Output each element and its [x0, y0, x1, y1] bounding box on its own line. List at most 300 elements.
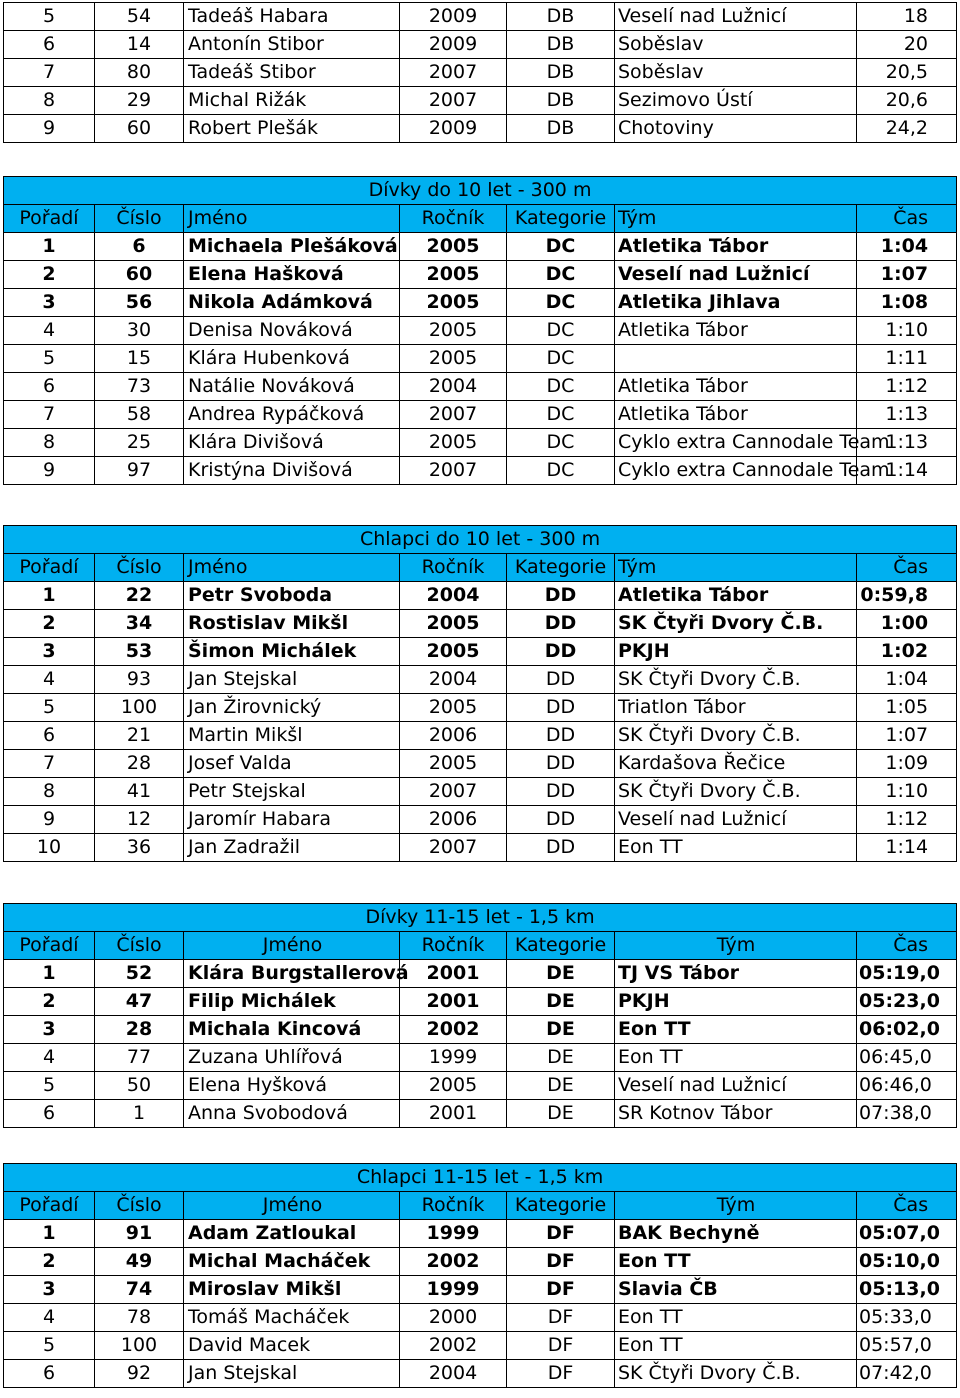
cell-rocnik: 2001 [400, 960, 507, 988]
cell-jmeno: Michala Kincová [184, 1016, 400, 1044]
cell-cas: 05:23,0 [857, 988, 957, 1016]
cell-cislo: 49 [95, 1248, 184, 1276]
table-row [4, 1304, 957, 1332]
cell-tym: Eon TT [615, 1016, 857, 1044]
cell-rocnik: 2009 [400, 3, 507, 31]
header-cas: Čas [857, 554, 957, 582]
cell-kategorie: DE [507, 960, 615, 988]
cell-cislo: 93 [95, 666, 184, 694]
cell-rocnik: 2007 [400, 778, 507, 806]
cell-cislo: 29 [95, 87, 184, 115]
cell-poradi: 8 [4, 429, 95, 457]
cell-tym: Eon TT [615, 1304, 857, 1332]
cell-tym: Kardašova Řečice [615, 750, 857, 778]
cell-cas: 1:07 [857, 722, 957, 750]
results-table-chlapci1115 [3, 1163, 957, 1388]
table-row [4, 1248, 957, 1276]
table-row [4, 1016, 957, 1044]
cell-tym: Atletika Tábor [615, 401, 857, 429]
cell-tym: Triatlon Tábor [615, 694, 857, 722]
cell-poradi: 5 [4, 1332, 95, 1360]
cell-poradi: 6 [4, 31, 95, 59]
cell-cislo: 74 [95, 1276, 184, 1304]
category-title: Dívky 11-15 let - 1,5 km [4, 904, 957, 932]
cell-kategorie: DD [507, 582, 615, 610]
cell-cislo: 60 [95, 261, 184, 289]
header-cislo: Číslo [95, 932, 184, 960]
cell-tym: Eon TT [615, 834, 857, 862]
cell-cas: 05:57,0 [857, 1332, 957, 1360]
cell-cas: 06:45,0 [857, 1044, 957, 1072]
cell-tym: SK Čtyři Dvory Č.B. [615, 778, 857, 806]
cell-kategorie: DE [507, 1100, 615, 1128]
cell-rocnik: 2004 [400, 582, 507, 610]
cell-poradi: 2 [4, 988, 95, 1016]
category-title: Chlapci 11-15 let - 1,5 km [4, 1164, 957, 1192]
cell-kategorie: DF [507, 1304, 615, 1332]
cell-cislo: 50 [95, 1072, 184, 1100]
cell-jmeno: Klára Divišová [184, 429, 400, 457]
cell-cislo: 56 [95, 289, 184, 317]
cell-kategorie: DC [507, 289, 615, 317]
cell-cislo: 97 [95, 457, 184, 485]
cell-jmeno: Jan Stejskal [184, 1360, 400, 1388]
cell-cislo: 80 [95, 59, 184, 87]
cell-tym: TJ VS Tábor [615, 960, 857, 988]
table-row [4, 289, 957, 317]
cell-poradi: 5 [4, 3, 95, 31]
table-row [4, 1360, 957, 1388]
cell-poradi: 9 [4, 457, 95, 485]
cell-kategorie: DF [507, 1276, 615, 1304]
cell-rocnik: 2002 [400, 1332, 507, 1360]
cell-kategorie: DB [507, 115, 615, 143]
cell-rocnik: 2005 [400, 694, 507, 722]
cell-cas: 20,6 [857, 87, 957, 115]
cell-poradi: 7 [4, 401, 95, 429]
cell-tym: Sezimovo Ústí [615, 87, 857, 115]
header-rocnik: Ročník [400, 932, 507, 960]
cell-tym: BAK Bechyně [615, 1220, 857, 1248]
cell-poradi: 5 [4, 694, 95, 722]
table-row [4, 373, 957, 401]
cell-tym: Atletika Tábor [615, 233, 857, 261]
cell-kategorie: DE [507, 1016, 615, 1044]
table-row [4, 457, 957, 485]
cell-cas: 1:14 [857, 457, 957, 485]
cell-rocnik: 2007 [400, 87, 507, 115]
table-row [4, 31, 957, 59]
cell-kategorie: DD [507, 666, 615, 694]
cell-kategorie: DC [507, 233, 615, 261]
cell-jmeno: Adam Zatloukal [184, 1220, 400, 1248]
cell-poradi: 8 [4, 87, 95, 115]
cell-kategorie: DD [507, 834, 615, 862]
cell-tym: Veselí nad Lužnicí [615, 1072, 857, 1100]
cell-cislo: 12 [95, 806, 184, 834]
cell-cas: 06:46,0 [857, 1072, 957, 1100]
table-row [4, 59, 957, 87]
cell-kategorie: DF [507, 1248, 615, 1276]
cell-tym: Slavia ČB [615, 1276, 857, 1304]
table-row [4, 834, 957, 862]
cell-cas: 1:10 [857, 778, 957, 806]
cell-kategorie: DC [507, 429, 615, 457]
cell-cislo: 77 [95, 1044, 184, 1072]
cell-poradi: 8 [4, 778, 95, 806]
cell-poradi: 4 [4, 1304, 95, 1332]
table-row [4, 1100, 957, 1128]
cell-jmeno: Filip Michálek [184, 988, 400, 1016]
cell-rocnik: 2004 [400, 373, 507, 401]
cell-poradi: 4 [4, 1044, 95, 1072]
cell-kategorie: DC [507, 457, 615, 485]
results-table-top [3, 2, 957, 143]
cell-tym: Chotoviny [615, 115, 857, 143]
table-row [4, 806, 957, 834]
cell-kategorie: DC [507, 401, 615, 429]
cell-rocnik: 2009 [400, 31, 507, 59]
cell-rocnik: 2005 [400, 345, 507, 373]
cell-cas: 05:19,0 [857, 960, 957, 988]
cell-rocnik: 2005 [400, 750, 507, 778]
cell-rocnik: 2006 [400, 806, 507, 834]
cell-cas: 1:12 [857, 373, 957, 401]
cell-jmeno: Jan Stejskal [184, 666, 400, 694]
cell-poradi: 6 [4, 1100, 95, 1128]
cell-rocnik: 1999 [400, 1276, 507, 1304]
cell-jmeno: David Macek [184, 1332, 400, 1360]
cell-cislo: 73 [95, 373, 184, 401]
cell-kategorie: DD [507, 750, 615, 778]
cell-kategorie: DB [507, 31, 615, 59]
table-row [4, 610, 957, 638]
cell-jmeno: Jan Zadražil [184, 834, 400, 862]
cell-cas: 1:11 [857, 345, 957, 373]
table-row [4, 401, 957, 429]
cell-jmeno: Natálie Nováková [184, 373, 400, 401]
table-row [4, 960, 957, 988]
table-title-row [4, 526, 957, 554]
cell-cislo: 15 [95, 345, 184, 373]
cell-poradi: 1 [4, 1220, 95, 1248]
cell-kategorie: DD [507, 722, 615, 750]
cell-cas: 07:42,0 [857, 1360, 957, 1388]
cell-jmeno: Michal Rižák [184, 87, 400, 115]
cell-kategorie: DC [507, 373, 615, 401]
cell-tym: PKJH [615, 988, 857, 1016]
table-row [4, 638, 957, 666]
header-rocnik: Ročník [400, 1192, 507, 1220]
table-title-row [4, 1164, 957, 1192]
cell-poradi: 5 [4, 1072, 95, 1100]
cell-kategorie: DC [507, 261, 615, 289]
cell-poradi: 3 [4, 289, 95, 317]
cell-cislo: 58 [95, 401, 184, 429]
cell-kategorie: DD [507, 610, 615, 638]
cell-tym: Atletika Tábor [615, 317, 857, 345]
table-row [4, 115, 957, 143]
cell-tym: Cyklo extra Cannodale Team [615, 429, 857, 457]
table-row [4, 722, 957, 750]
cell-poradi: 3 [4, 1016, 95, 1044]
cell-tym: Atletika Jihlava [615, 289, 857, 317]
cell-rocnik: 2005 [400, 317, 507, 345]
cell-kategorie: DC [507, 345, 615, 373]
cell-cas: 1:04 [857, 666, 957, 694]
header-kategorie: Kategorie [507, 1192, 615, 1220]
header-tym: Tým [615, 1192, 857, 1220]
cell-cas: 1:09 [857, 750, 957, 778]
cell-cislo: 100 [95, 1332, 184, 1360]
cell-cislo: 100 [95, 694, 184, 722]
cell-cas: 05:07,0 [857, 1220, 957, 1248]
cell-kategorie: DC [507, 317, 615, 345]
cell-jmeno: Andrea Rypáčková [184, 401, 400, 429]
cell-cas: 07:38,0 [857, 1100, 957, 1128]
cell-jmeno: Robert Plešák [184, 115, 400, 143]
header-jmeno: Jméno [184, 932, 400, 960]
cell-rocnik: 2006 [400, 722, 507, 750]
cell-jmeno: Klára Burgstallerová [184, 960, 400, 988]
cell-cislo: 41 [95, 778, 184, 806]
table-header-row [4, 1192, 957, 1220]
cell-kategorie: DD [507, 638, 615, 666]
header-cislo: Číslo [95, 554, 184, 582]
table-row [4, 345, 957, 373]
cell-cas: 1:02 [857, 638, 957, 666]
cell-jmeno: Michaela Plešáková [184, 233, 400, 261]
header-rocnik: Ročník [400, 205, 507, 233]
cell-rocnik: 2005 [400, 289, 507, 317]
cell-rocnik: 2005 [400, 429, 507, 457]
cell-poradi: 2 [4, 261, 95, 289]
cell-cas: 1:05 [857, 694, 957, 722]
results-table-divky10 [3, 176, 957, 485]
cell-cas: 18 [857, 3, 957, 31]
cell-rocnik: 2002 [400, 1016, 507, 1044]
table-row [4, 429, 957, 457]
cell-tym: Atletika Tábor [615, 582, 857, 610]
header-poradi: Pořadí [4, 554, 95, 582]
cell-jmeno: Klára Hubenková [184, 345, 400, 373]
header-kategorie: Kategorie [507, 554, 615, 582]
cell-tym: Soběslav [615, 59, 857, 87]
cell-cislo: 21 [95, 722, 184, 750]
cell-cislo: 22 [95, 582, 184, 610]
header-poradi: Pořadí [4, 1192, 95, 1220]
header-poradi: Pořadí [4, 932, 95, 960]
header-cas: Čas [857, 205, 957, 233]
cell-kategorie: DE [507, 1072, 615, 1100]
cell-jmeno: Šimon Michálek [184, 638, 400, 666]
cell-cislo: 91 [95, 1220, 184, 1248]
cell-cislo: 28 [95, 750, 184, 778]
cell-tym: Eon TT [615, 1332, 857, 1360]
table-row [4, 261, 957, 289]
cell-jmeno: Tadeáš Stibor [184, 59, 400, 87]
cell-cislo: 1 [95, 1100, 184, 1128]
table-row [4, 582, 957, 610]
cell-cislo: 28 [95, 1016, 184, 1044]
cell-rocnik: 2004 [400, 1360, 507, 1388]
cell-jmeno: Petr Svoboda [184, 582, 400, 610]
table-row [4, 1044, 957, 1072]
cell-tym: SK Čtyři Dvory Č.B. [615, 1360, 857, 1388]
table-header-row [4, 205, 957, 233]
cell-poradi: 3 [4, 1276, 95, 1304]
table-header-row [4, 554, 957, 582]
cell-cislo: 14 [95, 31, 184, 59]
cell-cas: 0:59,8 [857, 582, 957, 610]
cell-kategorie: DE [507, 988, 615, 1016]
cell-rocnik: 2005 [400, 610, 507, 638]
cell-jmeno: Michal Macháček [184, 1248, 400, 1276]
cell-kategorie: DF [507, 1220, 615, 1248]
cell-tym: Eon TT [615, 1044, 857, 1072]
cell-poradi: 2 [4, 610, 95, 638]
header-cas: Čas [857, 932, 957, 960]
category-title: Dívky do 10 let - 300 m [4, 177, 957, 205]
cell-jmeno: Tomáš Macháček [184, 1304, 400, 1332]
cell-cislo: 34 [95, 610, 184, 638]
cell-cislo: 30 [95, 317, 184, 345]
header-rocnik: Ročník [400, 554, 507, 582]
cell-poradi: 4 [4, 666, 95, 694]
cell-jmeno: Antonín Stibor [184, 31, 400, 59]
cell-rocnik: 2004 [400, 666, 507, 694]
cell-poradi: 1 [4, 582, 95, 610]
cell-kategorie: DD [507, 694, 615, 722]
header-cislo: Číslo [95, 205, 184, 233]
header-cas: Čas [857, 1192, 957, 1220]
table-row [4, 87, 957, 115]
cell-tym: PKJH [615, 638, 857, 666]
cell-cislo: 36 [95, 834, 184, 862]
cell-jmeno: Elena Hyšková [184, 1072, 400, 1100]
cell-kategorie: DB [507, 59, 615, 87]
header-kategorie: Kategorie [507, 932, 615, 960]
cell-cas: 05:13,0 [857, 1276, 957, 1304]
table-row [4, 778, 957, 806]
cell-jmeno: Martin Mikšl [184, 722, 400, 750]
cell-tym: SK Čtyři Dvory Č.B. [615, 722, 857, 750]
cell-jmeno: Zuzana Uhlířová [184, 1044, 400, 1072]
cell-rocnik: 2001 [400, 1100, 507, 1128]
cell-rocnik: 2007 [400, 401, 507, 429]
cell-cas: 1:13 [857, 429, 957, 457]
cell-cas: 1:08 [857, 289, 957, 317]
cell-cas: 24,2 [857, 115, 957, 143]
cell-rocnik: 2009 [400, 115, 507, 143]
cell-cas: 06:02,0 [857, 1016, 957, 1044]
cell-jmeno: Anna Svobodová [184, 1100, 400, 1128]
table-row [4, 1072, 957, 1100]
results-table-chlapci10 [3, 525, 957, 862]
cell-cas: 05:10,0 [857, 1248, 957, 1276]
cell-jmeno: Miroslav Mikšl [184, 1276, 400, 1304]
cell-poradi: 6 [4, 373, 95, 401]
cell-jmeno: Petr Stejskal [184, 778, 400, 806]
cell-poradi: 6 [4, 1360, 95, 1388]
cell-jmeno: Nikola Adámková [184, 289, 400, 317]
cell-jmeno: Elena Hašková [184, 261, 400, 289]
cell-rocnik: 2007 [400, 834, 507, 862]
cell-cislo: 25 [95, 429, 184, 457]
header-jmeno: Jméno [184, 554, 400, 582]
cell-cislo: 52 [95, 960, 184, 988]
cell-rocnik: 2002 [400, 1248, 507, 1276]
cell-tym: Cyklo extra Cannodale Team [615, 457, 857, 485]
cell-poradi: 1 [4, 960, 95, 988]
cell-rocnik: 2005 [400, 638, 507, 666]
results-table-divky1115 [3, 903, 957, 1128]
cell-rocnik: 2001 [400, 988, 507, 1016]
cell-rocnik: 2007 [400, 457, 507, 485]
table-row [4, 666, 957, 694]
cell-jmeno: Jaromír Habara [184, 806, 400, 834]
table-row [4, 694, 957, 722]
cell-cislo: 53 [95, 638, 184, 666]
cell-tym: Veselí nad Lužnicí [615, 3, 857, 31]
cell-kategorie: DF [507, 1332, 615, 1360]
cell-poradi: 10 [4, 834, 95, 862]
cell-poradi: 6 [4, 722, 95, 750]
cell-tym: Veselí nad Lužnicí [615, 261, 857, 289]
cell-cas: 05:33,0 [857, 1304, 957, 1332]
cell-poradi: 9 [4, 115, 95, 143]
cell-kategorie: DB [507, 87, 615, 115]
cell-tym: SR Kotnov Tábor [615, 1100, 857, 1128]
cell-jmeno: Kristýna Divišová [184, 457, 400, 485]
cell-poradi: 4 [4, 317, 95, 345]
cell-cas: 1:00 [857, 610, 957, 638]
table-header-row [4, 932, 957, 960]
header-tym: Tým [615, 554, 857, 582]
table-row [4, 750, 957, 778]
cell-tym: Atletika Tábor [615, 373, 857, 401]
cell-cislo: 54 [95, 3, 184, 31]
header-cislo: Číslo [95, 1192, 184, 1220]
cell-cislo: 60 [95, 115, 184, 143]
cell-poradi: 7 [4, 750, 95, 778]
table-row [4, 233, 957, 261]
table-row [4, 988, 957, 1016]
category-title: Chlapci do 10 let - 300 m [4, 526, 957, 554]
cell-tym: SK Čtyři Dvory Č.B. [615, 610, 857, 638]
cell-cas: 1:12 [857, 806, 957, 834]
header-poradi: Pořadí [4, 205, 95, 233]
cell-poradi: 2 [4, 1248, 95, 1276]
header-tym: Tým [615, 205, 857, 233]
cell-poradi: 5 [4, 345, 95, 373]
cell-cas: 1:13 [857, 401, 957, 429]
cell-cislo: 78 [95, 1304, 184, 1332]
cell-tym [615, 345, 857, 373]
table-row [4, 1220, 957, 1248]
cell-jmeno: Jan Žirovnický [184, 694, 400, 722]
header-tym: Tým [615, 932, 857, 960]
cell-kategorie: DB [507, 3, 615, 31]
table-row [4, 1332, 957, 1360]
cell-rocnik: 1999 [400, 1220, 507, 1248]
cell-rocnik: 2005 [400, 1072, 507, 1100]
header-jmeno: Jméno [184, 1192, 400, 1220]
cell-kategorie: DF [507, 1360, 615, 1388]
table-title-row [4, 904, 957, 932]
cell-cas: 1:04 [857, 233, 957, 261]
cell-rocnik: 2005 [400, 261, 507, 289]
